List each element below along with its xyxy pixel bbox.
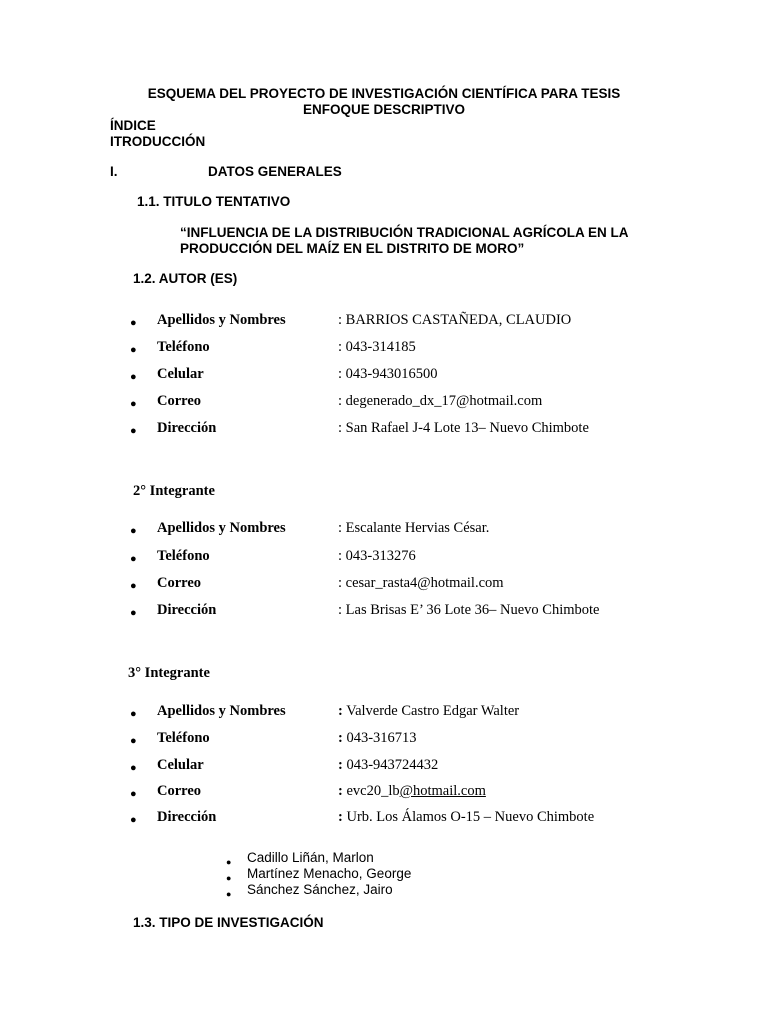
field-value: : BARRIOS CASTAÑEDA, CLAUDIO [338, 312, 572, 328]
list-item: Sánchez Sánchez, Jairo [247, 882, 393, 897]
document-title-line1: ESQUEMA DEL PROYECTO DE INVESTIGACIÓN CIENTÍFICA PARA TESIS [147, 86, 621, 101]
field-value: : Escalante Hervias César. [338, 520, 490, 536]
field-label: Teléfono [157, 730, 210, 746]
bullet-icon: ● [130, 788, 137, 800]
bullet-icon: ● [226, 857, 232, 867]
bullet-icon: ● [226, 873, 232, 883]
introduccion-heading: ITRODUCCIÓN [110, 134, 206, 149]
field-label: Dirección [157, 602, 217, 618]
integrante-2-heading: 2° Integrante [133, 483, 215, 499]
section-number: I. [110, 164, 118, 179]
bullet-icon: ● [130, 425, 137, 437]
field-value: : cesar_rasta4@hotmail.com [338, 575, 504, 591]
author1-row [130, 313, 137, 331]
field-value: : 043-943016500 [338, 366, 438, 382]
bullet-icon: ● [130, 762, 137, 774]
field-label: Correo [157, 393, 202, 409]
thesis-title-line2: PRODUCCIÓN DEL MAÍZ EN EL DISTRITO DE MORO” [180, 241, 525, 256]
field-value: : evc20_lb@hotmail.com [338, 783, 486, 799]
bullet-icon: ● [130, 735, 137, 747]
field-value: : San Rafael J-4 Lote 13– Nuevo Chimbote [338, 420, 589, 436]
field-value: : 043-314185 [338, 339, 416, 355]
field-value: : 043-316713 [338, 730, 417, 746]
bullet-icon: ● [130, 317, 137, 329]
bullet-icon: ● [130, 525, 137, 537]
field-label: Apellidos y Nombres [157, 703, 286, 719]
section-title: DATOS GENERALES [208, 164, 342, 179]
field-label: Teléfono [157, 548, 210, 564]
thesis-title-line1: “INFLUENCIA DE LA DISTRIBUCIÓN TRADICIONAL AGRÍCOLA EN LA [180, 225, 629, 240]
subsection-1-1: 1.1. TITULO TENTATIVO [137, 194, 291, 209]
field-label: Celular [157, 757, 204, 773]
bullet-icon: ● [130, 553, 137, 565]
subsection-1-3: 1.3. TIPO DE INVESTIGACIÓN [133, 915, 324, 930]
field-label: Dirección [157, 420, 217, 436]
field-value: : 043-313276 [338, 548, 416, 564]
field-label: Correo [157, 575, 202, 591]
field-label: Celular [157, 366, 204, 382]
field-value: : Urb. Los Álamos O-15 – Nuevo Chimbote [338, 809, 595, 825]
integrante-3-heading: 3° Integrante [128, 665, 210, 681]
subsection-1-2: 1.2. AUTOR (ES) [133, 271, 238, 286]
document-title-line2: ENFOQUE DESCRIPTIVO [302, 102, 466, 117]
list-item: Cadillo Liñán, Marlon [247, 850, 374, 865]
field-label: Apellidos y Nombres [157, 312, 286, 328]
bullet-icon: ● [130, 344, 137, 356]
field-label: Correo [157, 783, 202, 799]
field-label: Apellidos y Nombres [157, 520, 286, 536]
field-value: : Las Brisas E’ 36 Lote 36– Nuevo Chimbote [338, 602, 600, 618]
email-link[interactable]: @hotmail.com [399, 783, 486, 799]
field-label: Teléfono [157, 339, 210, 355]
field-label: Dirección [157, 809, 217, 825]
bullet-icon: ● [130, 371, 137, 383]
field-value: : Valverde Castro Edgar Walter [338, 703, 520, 719]
bullet-icon: ● [130, 708, 137, 720]
bullet-icon: ● [226, 889, 232, 899]
field-value: : 043-943724432 [338, 757, 439, 773]
bullet-icon: ● [130, 398, 137, 410]
indice-heading: ÍNDICE [110, 118, 156, 133]
bullet-icon: ● [130, 814, 137, 826]
list-item: Martínez Menacho, George [247, 866, 412, 881]
bullet-icon: ● [130, 580, 137, 592]
field-value: : degenerado_dx_17@hotmail.com [338, 393, 543, 409]
bullet-icon: ● [130, 607, 137, 619]
